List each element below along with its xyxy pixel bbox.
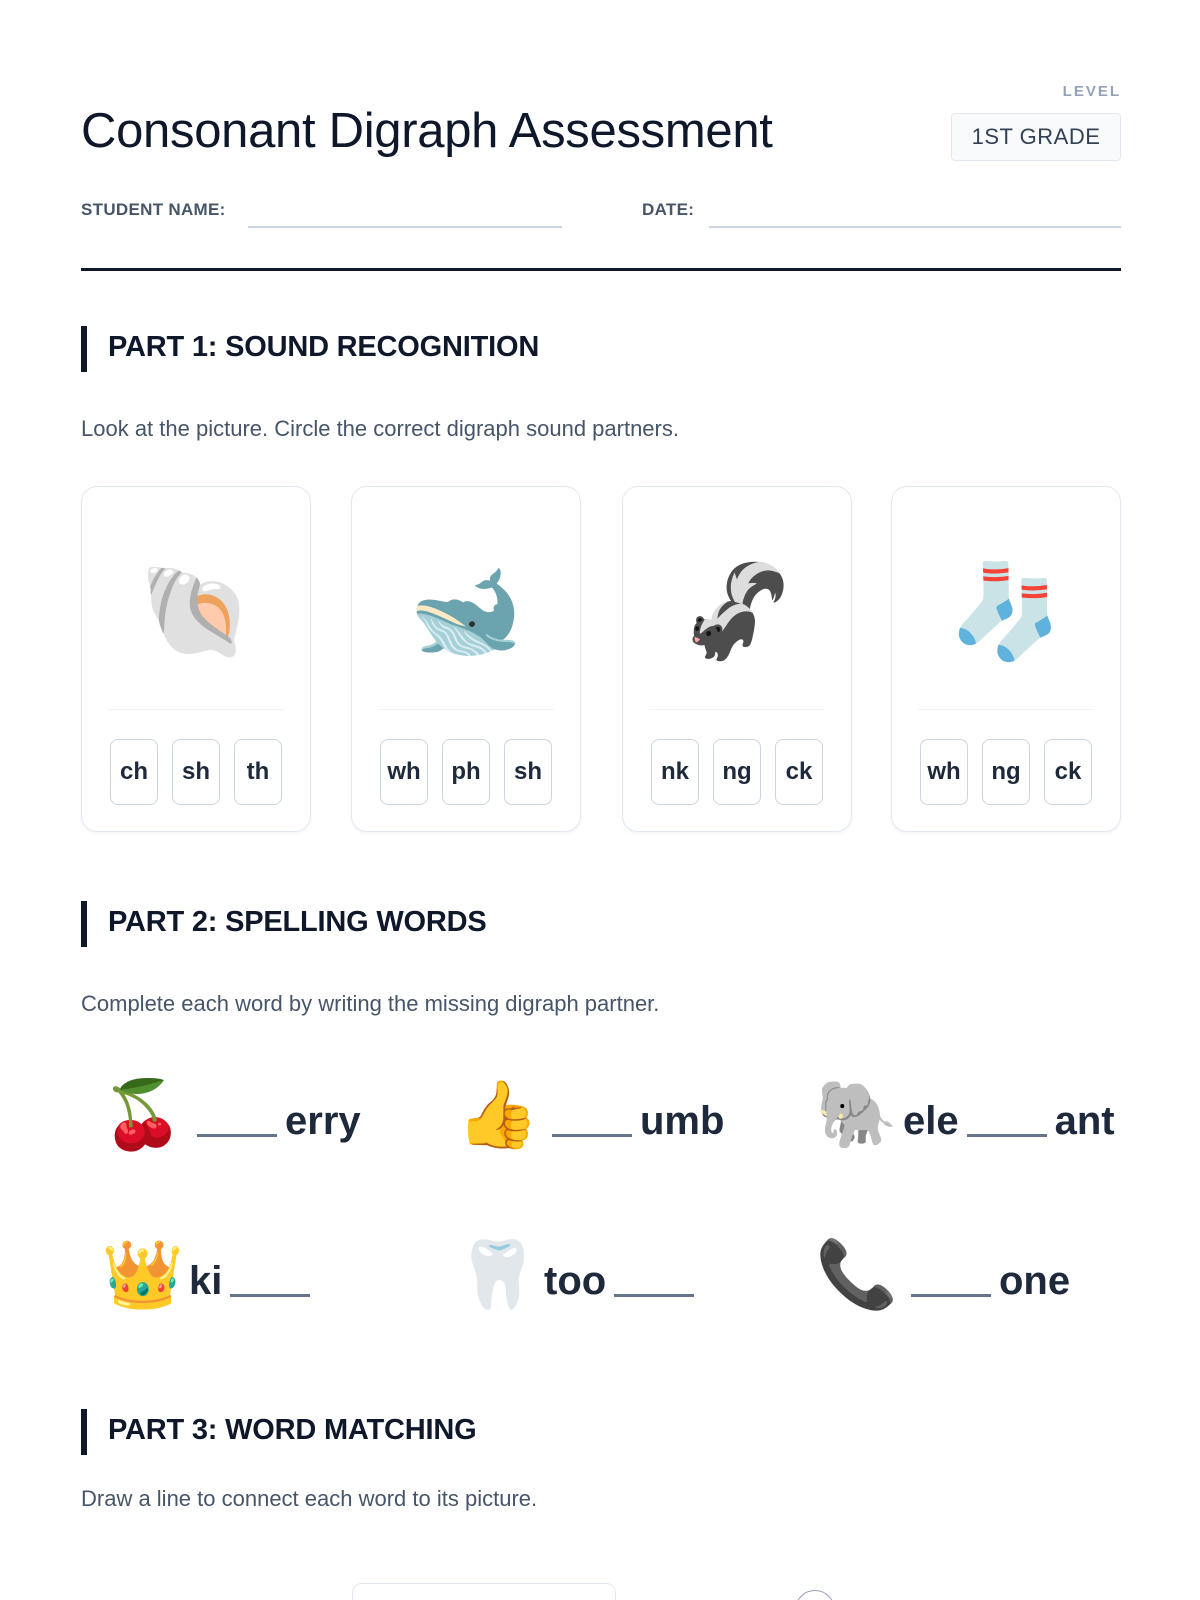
word-beginning: too: [544, 1259, 607, 1303]
thumbs-up-icon: 👍: [456, 1076, 540, 1153]
answer-blank[interactable]: [614, 1294, 694, 1297]
section-accent-bar: [81, 1409, 87, 1455]
part3-instruction: Draw a line to connect each word to its picture.: [81, 1486, 538, 1511]
match-picture-icon[interactable]: [795, 1590, 835, 1600]
word-ending: one: [999, 1259, 1071, 1303]
answer-blank[interactable]: [197, 1134, 277, 1137]
part2-instruction: Complete each word by writing the missing digraph partner.: [81, 991, 660, 1016]
digraph-option[interactable]: sh: [172, 739, 220, 805]
digraph-option[interactable]: th: [234, 739, 282, 805]
elephant-icon: 🐘: [815, 1076, 899, 1153]
digraph-option[interactable]: sh: [504, 739, 552, 805]
sound-card: [351, 486, 581, 832]
student-name-label: STUDENT NAME:: [81, 200, 226, 219]
part3-title: PART 3: WORD MATCHING: [108, 1414, 477, 1446]
sock-icon: 🧦: [948, 558, 1064, 665]
digraph-option[interactable]: ck: [1044, 739, 1092, 805]
cherry-icon: 🍒: [101, 1076, 185, 1153]
digraph-option[interactable]: ch: [110, 739, 158, 805]
sound-card: [891, 486, 1121, 832]
word-beginning: ki: [189, 1259, 223, 1303]
word-beginning: ele: [903, 1099, 959, 1143]
digraph-option[interactable]: wh: [920, 739, 968, 805]
student-name-field[interactable]: [248, 226, 562, 228]
digraph-option[interactable]: nk: [651, 739, 699, 805]
part1-instruction: Look at the picture. Circle the correct digraph sound partners.: [81, 416, 679, 441]
digraph-options: [623, 739, 851, 805]
digraph-option[interactable]: ph: [442, 739, 490, 805]
answer-blank[interactable]: [230, 1294, 310, 1297]
section-accent-bar: [81, 326, 87, 372]
spelling-item: [97, 1075, 361, 1155]
header-divider: [81, 268, 1121, 271]
tooth-icon: 🦷: [456, 1236, 540, 1313]
answer-blank[interactable]: [911, 1294, 991, 1297]
card-divider: [378, 709, 554, 710]
page-title: Consonant Digraph Assessment: [81, 104, 773, 158]
digraph-option[interactable]: ck: [775, 739, 823, 805]
worksheet-page: [81, 0, 1121, 1600]
card-divider: [108, 709, 284, 710]
part2-title: PART 2: SPELLING WORDS: [108, 906, 487, 938]
skunk-icon: 🦨: [679, 558, 795, 665]
sound-card: [622, 486, 852, 832]
answer-blank[interactable]: [552, 1134, 632, 1137]
section-accent-bar: [81, 901, 87, 947]
word-ending: umb: [640, 1099, 725, 1143]
part1-title: PART 1: SOUND RECOGNITION: [108, 331, 540, 363]
card-divider: [918, 709, 1094, 710]
spelling-item: [97, 1235, 318, 1315]
sound-card: [81, 486, 311, 832]
whale-icon: 🐋: [408, 558, 524, 665]
spelling-item: [452, 1235, 702, 1315]
digraph-option[interactable]: ng: [982, 739, 1030, 805]
card-divider: [649, 709, 825, 710]
digraph-options: [82, 739, 310, 805]
digraph-options: [892, 739, 1120, 805]
spelling-item: [811, 1075, 1115, 1155]
level-label: LEVEL: [1062, 83, 1121, 100]
spelling-item: [811, 1235, 1070, 1315]
word-ending: ant: [1054, 1099, 1115, 1143]
date-field[interactable]: [709, 226, 1121, 228]
answer-blank[interactable]: [967, 1134, 1047, 1137]
level-badge: 1ST GRADE: [951, 113, 1121, 161]
crown-icon: 👑: [101, 1236, 185, 1313]
word-ending: erry: [285, 1099, 361, 1143]
spelling-item: [452, 1075, 724, 1155]
digraph-options: [352, 739, 580, 805]
phone-icon: 📞: [815, 1236, 899, 1313]
digraph-option[interactable]: ng: [713, 739, 761, 805]
digraph-option[interactable]: wh: [380, 739, 428, 805]
shell-icon: 🐚: [138, 558, 254, 665]
date-label: DATE:: [642, 200, 695, 219]
match-word-card[interactable]: [352, 1583, 616, 1600]
